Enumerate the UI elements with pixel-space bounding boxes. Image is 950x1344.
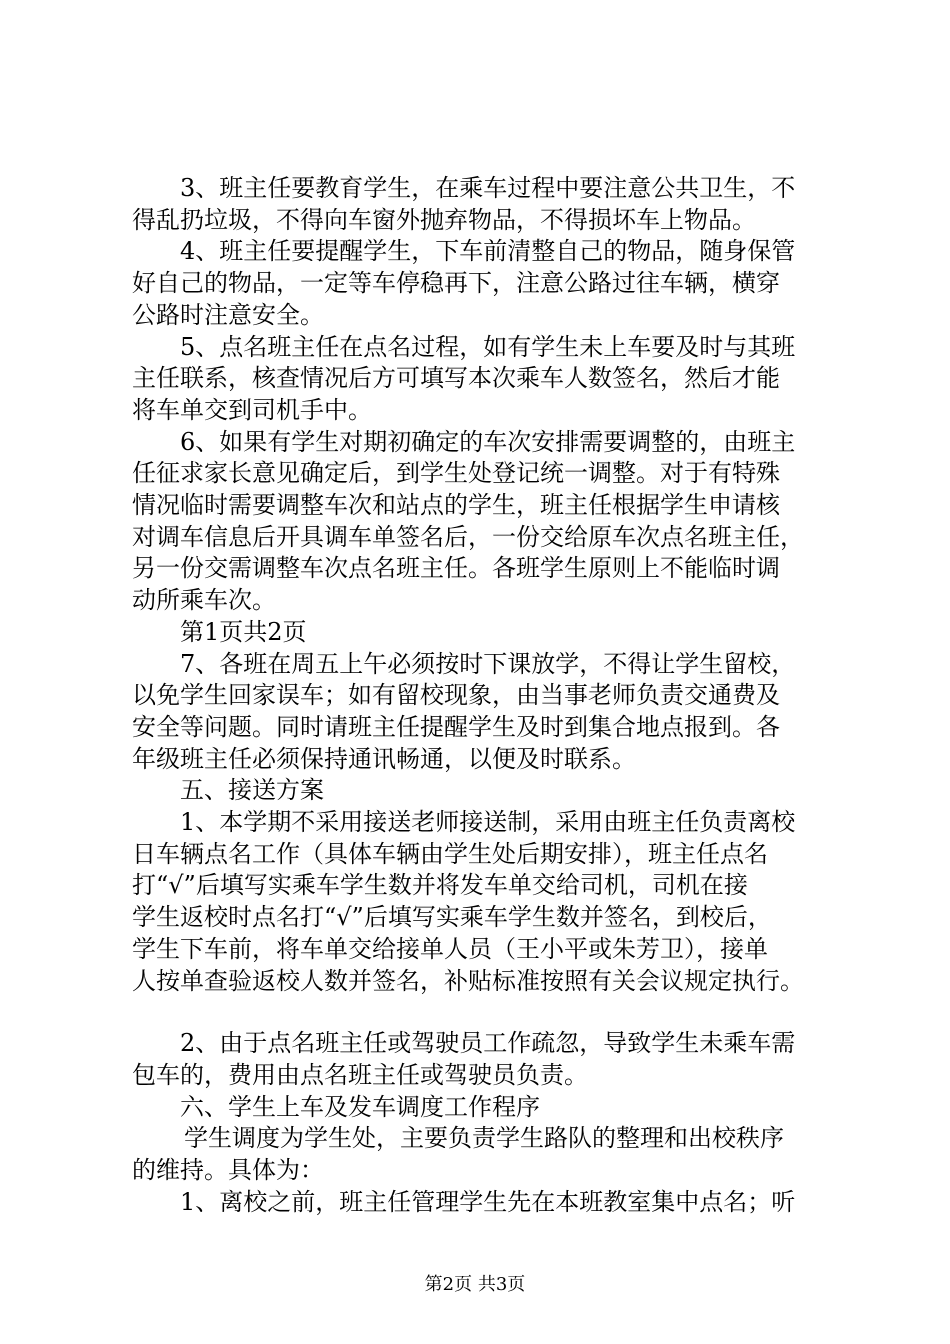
text-line: 5、点名班主任在点名过程，如有学生未上车要及时与其班 [180, 332, 796, 361]
text-line: 包车的，费用由点名班主任或驾驶员负责。 [132, 1060, 588, 1089]
text-line: 情况临时需要调整车次和站点的学生，班主任根据学生申请核 [132, 491, 780, 520]
text-line: 4、班主任要提醒学生，下车前清整自己的物品，随身保管 [180, 237, 796, 266]
text-line: 6、如果有学生对期初确定的车次安排需要调整的，由班主 [180, 427, 796, 456]
text-line: 的维持。具体为： [132, 1156, 324, 1185]
text-line: 2、由于点名班主任或驾驶员工作疏忽，导致学生未乘车需 [180, 1029, 796, 1058]
text-line: 得乱扔垃圾，不得向车窗外抛弃物品，不得损坏车上物品。 [132, 205, 756, 234]
text-line: 7、各班在周五上午必须按时下课放学，不得让学生留校， [180, 649, 796, 678]
text-line: 学生调度为学生处，主要负责学生路队的整理和出校秩序 [184, 1124, 784, 1153]
text-line: 1、本学期不采用接送老师接送制，采用由班主任负责离校 [180, 808, 796, 837]
text-line: 安全等问题。同时请班主任提醒学生及时到集合地点报到。各 [132, 712, 780, 741]
document-body [132, 173, 832, 1219]
blank-line [132, 997, 832, 1028]
text-line: 好自己的物品，一定等车停稳再下，注意公路过往车辆，横穿 [132, 269, 780, 298]
text-line: 任征求家长意见确定后，到学生处登记统一调整。对于有特殊 [132, 459, 780, 488]
text-line: 学生下车前，将车单交给接单人员（王小平或朱芳卫），接单 [132, 934, 768, 963]
text-line: 将车单交到司机手中。 [132, 395, 372, 424]
text-line: 公路时注意安全。 [132, 300, 324, 329]
text-line: 打“√”后填写实乘车学生数并将发车单交给司机，司机在接 [132, 871, 748, 900]
text-line: 学生返校时点名打“√”后填写实乘车学生数并签名，到校后， [132, 903, 772, 932]
text-line: 主任联系，核查情况后方可填写本次乘车人数签名，然后才能 [132, 364, 780, 393]
text-line: 1、离校之前，班主任管理学生先在本班教室集中点名；听 [180, 1187, 796, 1216]
section-heading: 六、学生上车及发车调度工作程序 [180, 1092, 540, 1121]
page-footer: 第2页 共3页 [424, 1274, 526, 1295]
section-heading: 五、接送方案 [180, 776, 324, 805]
text-line: 年级班主任必须保持通讯畅通，以便及时联系。 [132, 744, 636, 773]
text-line: 人按单查验返校人数并签名，补贴标准按照有关会议规定执行。 [132, 966, 804, 995]
inline-page-marker: 第1页共2页 [180, 617, 307, 646]
text-line: 以免学生回家误车；如有留校现象，由当事老师负责交通费及 [132, 681, 780, 710]
text-line: 3、班主任要教育学生，在乘车过程中要注意公共卫生，不 [180, 174, 796, 202]
text-line: 动所乘车次。 [132, 586, 276, 615]
text-line: 对调车信息后开具调车单签名后，一份交给原车次点名班主任， [132, 522, 804, 551]
text-line: 另一份交需调整车次点名班主任。各班学生原则上不能临时调 [132, 554, 780, 583]
text-line: 日车辆点名工作（具体车辆由学生处后期安排），班主任点名 [132, 839, 768, 868]
